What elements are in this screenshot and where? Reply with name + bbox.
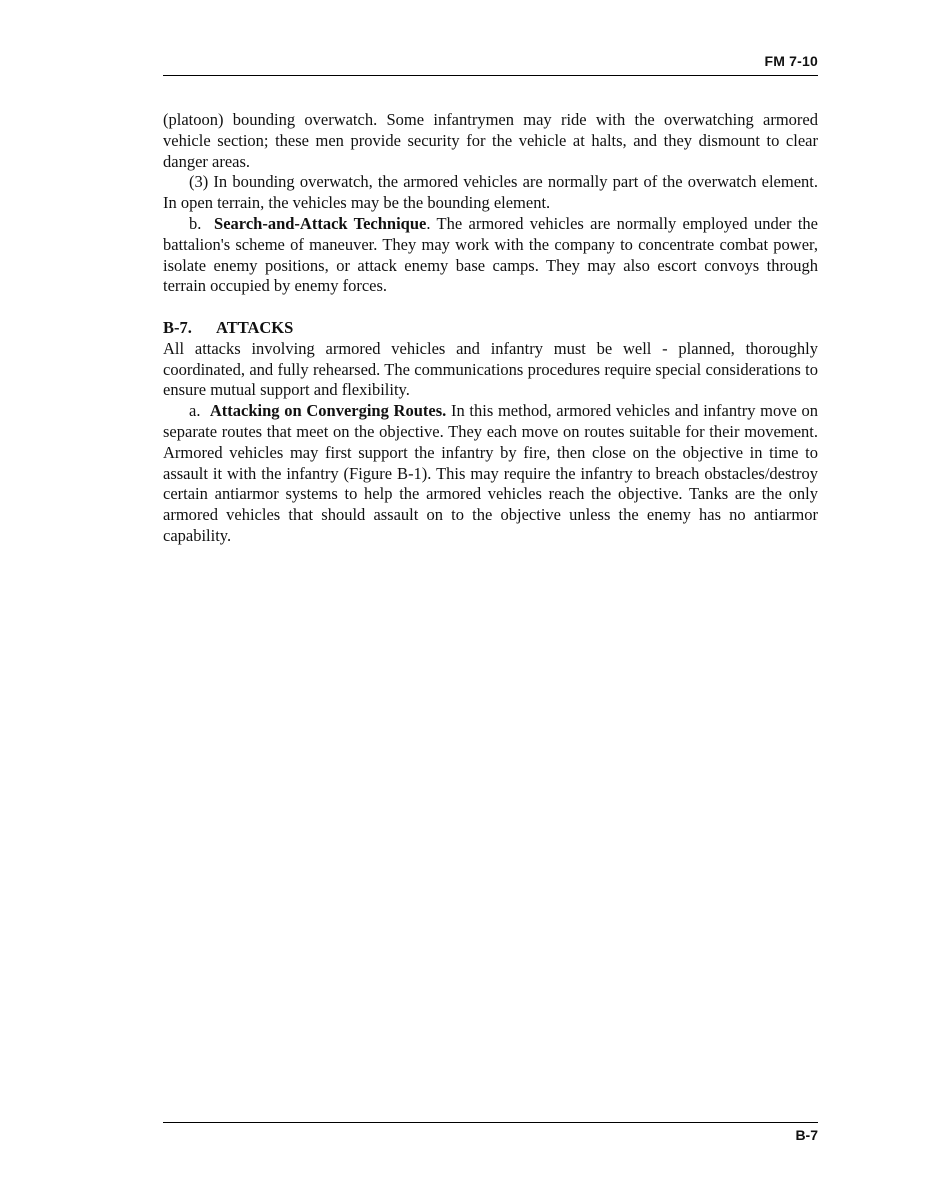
paragraph-a-letter: a.	[189, 401, 201, 421]
paragraph-b-title: Search-and-Attack Technique	[214, 213, 427, 233]
section-heading-b7	[163, 318, 818, 339]
paragraph-a-title: Attacking on Converging Routes.	[209, 401, 447, 421]
section-title: ATTACKS	[216, 317, 294, 337]
paragraph-continued: (platoon) bounding overwatch. Some infantrymen may ride with the overwatching armored vehicle section; these men provide security for the vehicle at halts, and they dismount to clear danger areas.	[163, 110, 818, 171]
paragraph-3: (3) In bounding overwatch, the armored vehicles are normally part of the overwatch element. In open terrain, the vehicles may be the bounding element.	[163, 172, 818, 213]
paragraph-b	[163, 214, 818, 297]
header-rule	[163, 75, 818, 76]
paragraph-a	[163, 401, 818, 547]
page-number: B-7	[795, 1127, 818, 1143]
section-intro: All attacks involving armored vehicles and infantry must be well - planned, thoroughly coordinated, and fully rehearsed. The communications procedures require special considerations to ensure mutual support and flexibility.	[163, 338, 818, 400]
page-body	[163, 110, 818, 547]
footer-rule	[163, 1122, 818, 1123]
paragraph-b-letter: b.	[189, 213, 202, 233]
document-id: FM 7-10	[764, 53, 818, 69]
section-number: B-7.	[163, 317, 192, 337]
paragraph-a-text: In this method, armored vehicles and infantry move on separate routes that meet on the objective. They each move on routes suitable for their movement. Armored vehicles may first support the infantry by fire, then close on the objective in time to assault it with the infantry (Figure B-1). This may require the infantry to breach obstacles/destroy certain antiarmor systems to help the armored vehicles reach the objective. Tanks are the only armored vehicles that should assault on to the objective unless the enemy has no antiarmor capability.	[163, 401, 818, 545]
paragraph-b-text: . The armored vehicles are normally employed under the battalion's scheme of maneuver. They may work with the company to concentrate combat power, isolate enemy positions, or attack enemy base camps. They may also escort convoys through terrain occupied by enemy forces.	[163, 213, 819, 296]
